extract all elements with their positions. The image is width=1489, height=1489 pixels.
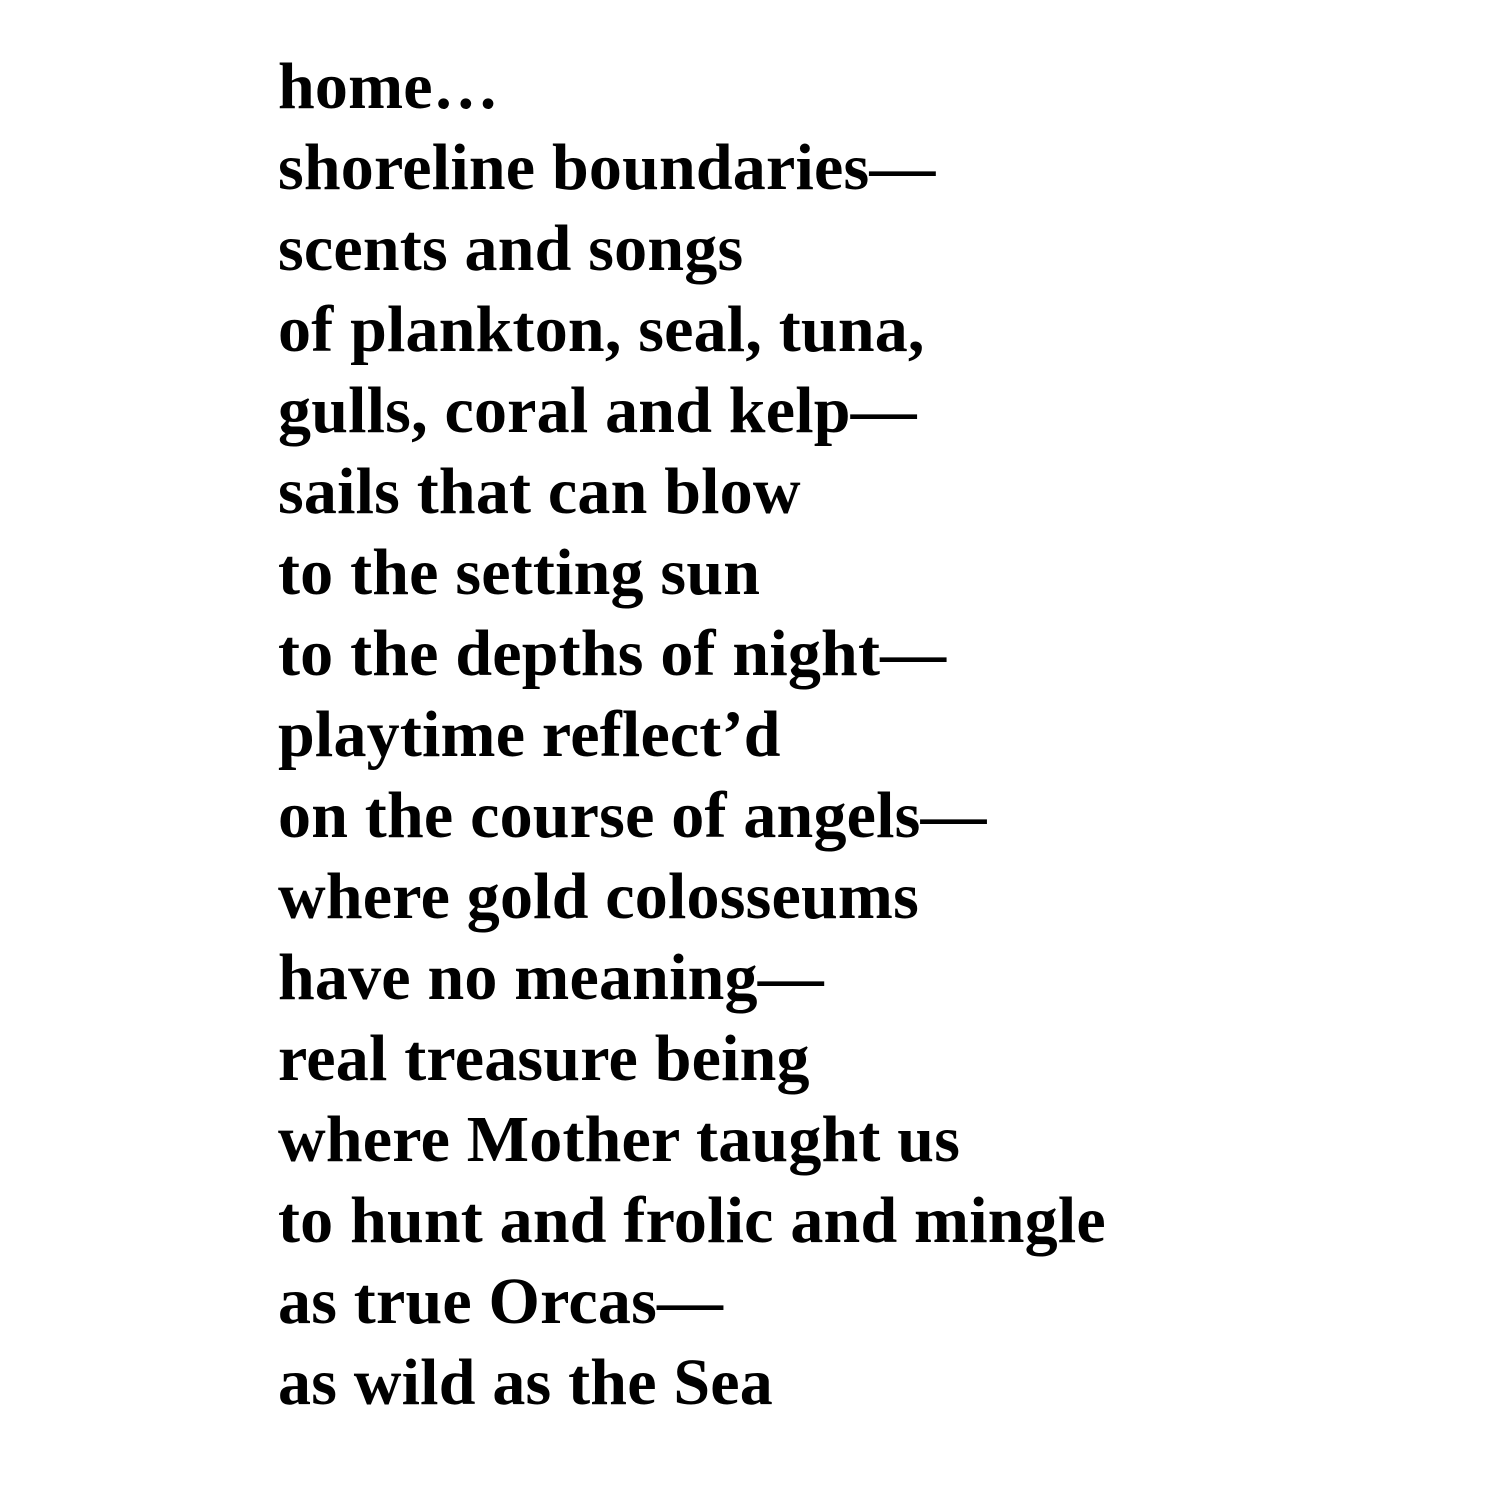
poem-line: on the course of angels— bbox=[278, 779, 987, 852]
poem-line: have no meaning— bbox=[278, 941, 824, 1014]
poem-line: home… bbox=[278, 50, 499, 123]
poem-line: to the depths of night— bbox=[278, 617, 947, 690]
poem-line: gulls, coral and kelp— bbox=[278, 374, 917, 447]
poem-line: where Mother taught us bbox=[278, 1103, 961, 1176]
poem-line: to hunt and frolic and mingle bbox=[278, 1184, 1106, 1257]
poem-line: as true Orcas— bbox=[278, 1265, 724, 1338]
poem-line: where gold colosseums bbox=[278, 860, 919, 933]
poem-line: playtime reflect’d bbox=[278, 698, 781, 771]
poem-line: to the setting sun bbox=[278, 536, 761, 609]
poem-line: shoreline boundaries— bbox=[278, 131, 936, 204]
poem-line: scents and songs bbox=[278, 212, 744, 285]
poem-line: real treasure being bbox=[278, 1022, 810, 1095]
poem-line: of plankton, seal, tuna, bbox=[278, 293, 925, 366]
poem-text-block bbox=[278, 46, 1398, 1423]
poem-line: as wild as the Sea bbox=[278, 1346, 773, 1419]
poem-line: sails that can blow bbox=[278, 455, 801, 528]
